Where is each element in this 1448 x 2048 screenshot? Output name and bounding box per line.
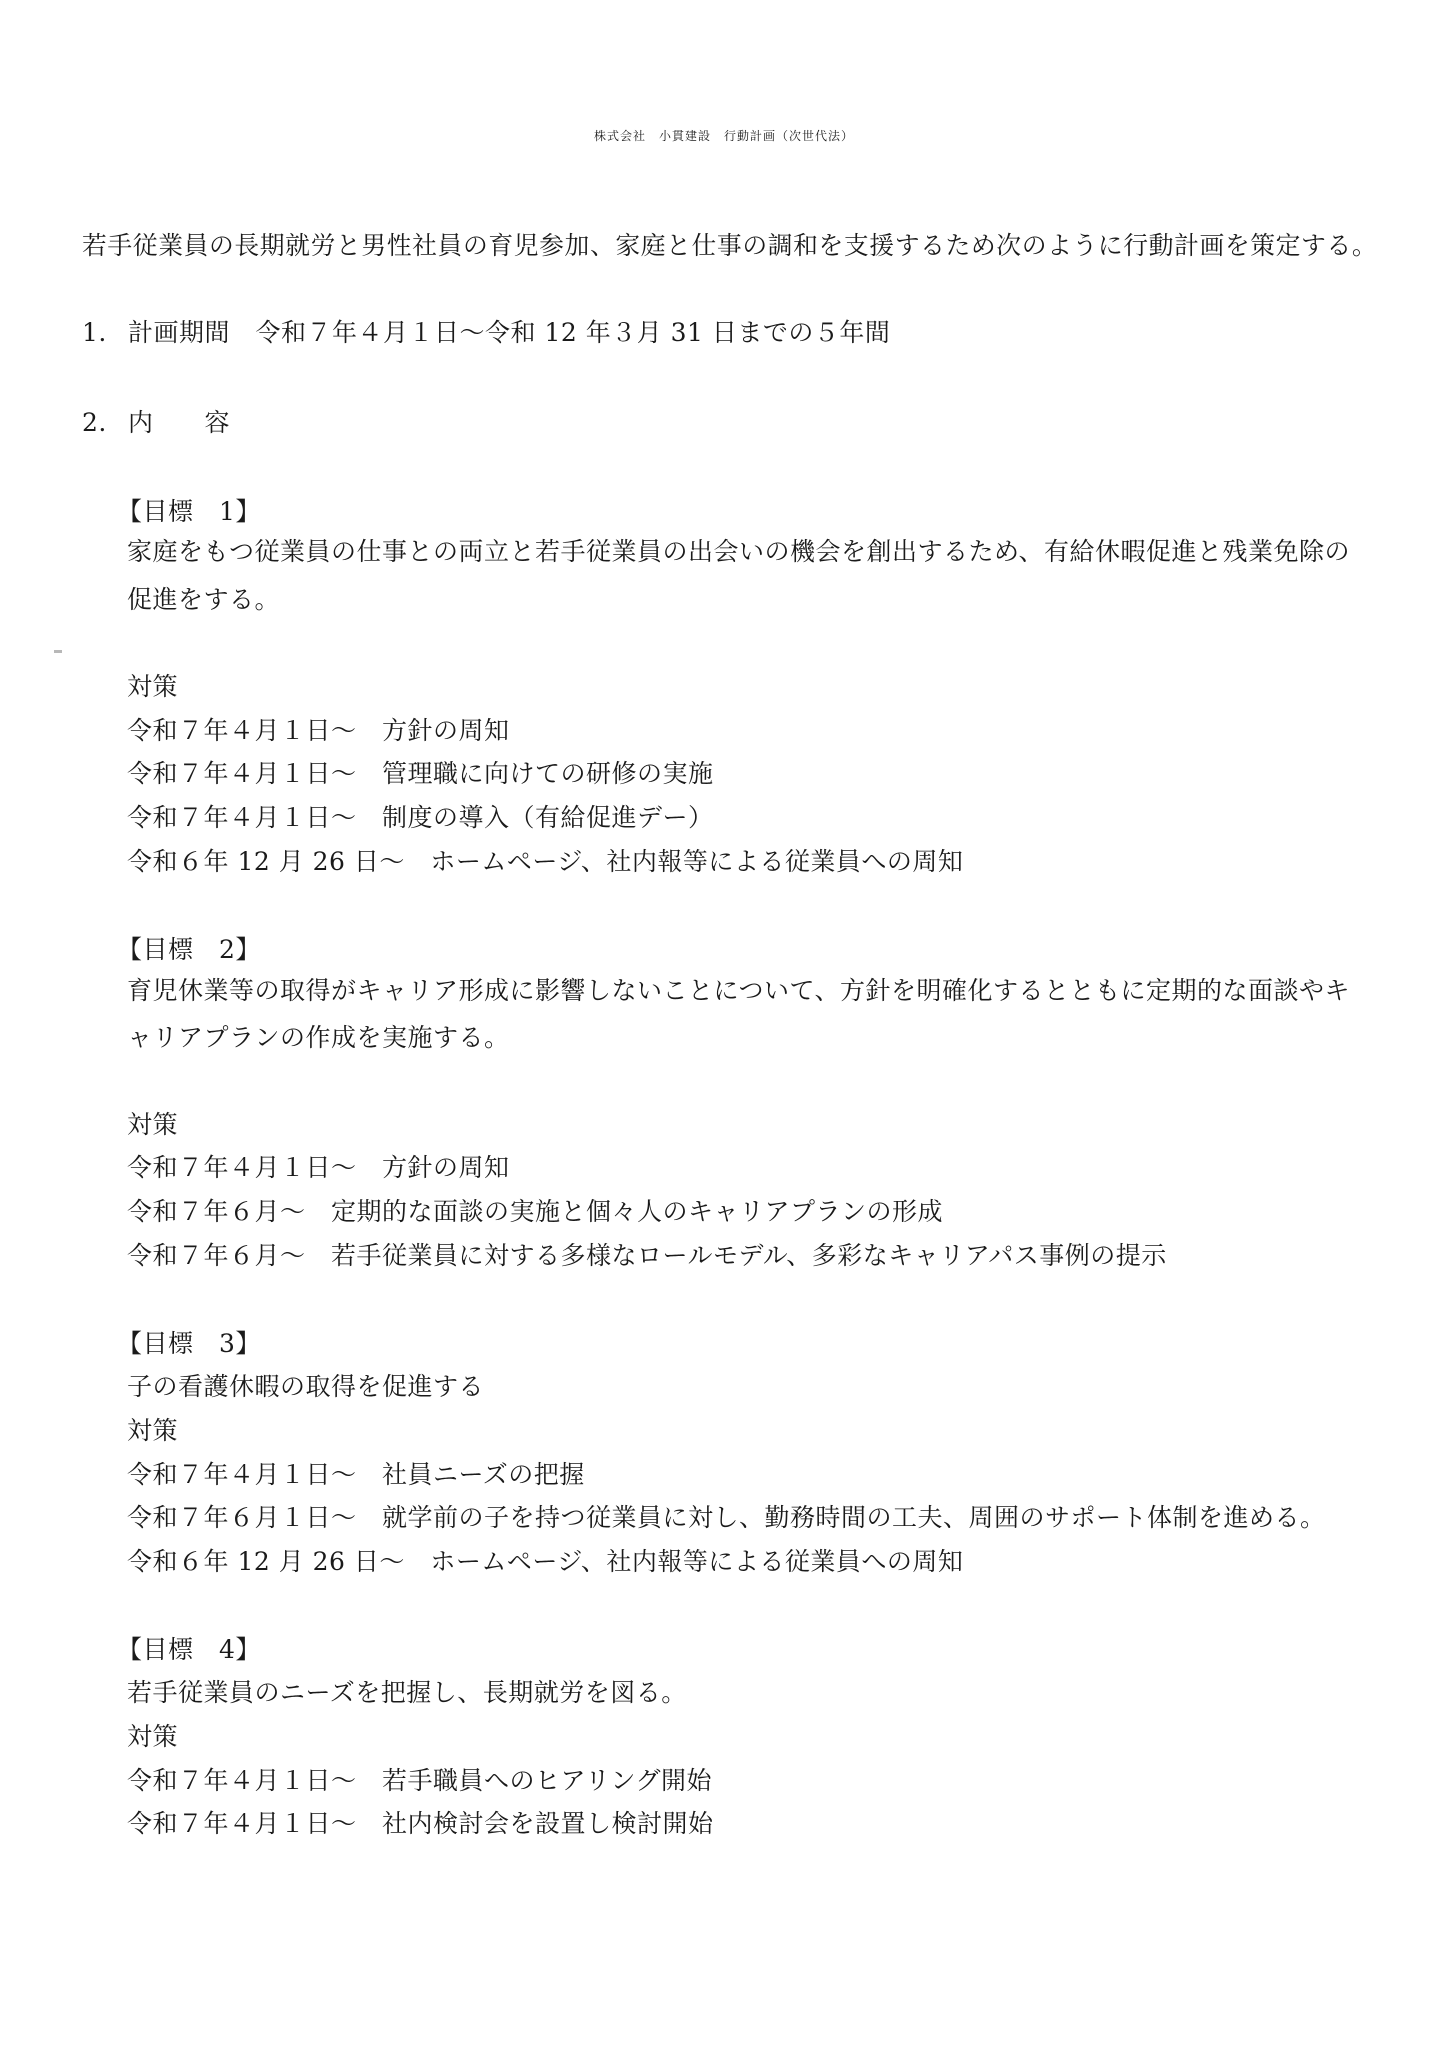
goal-3-heading: 【目標 3】 [117, 1329, 261, 1358]
item-contents [82, 408, 230, 438]
goal-1-description: 家庭をもつ従業員の仕事との両立と若手従業員の出会いの機会を創出するため、有給休暇促進と残業免除の [127, 537, 1351, 566]
goal-2-measures-label: 対策 [127, 1110, 179, 1139]
goal-2-measure: 令和７年４月１日～ 方針の周知 [127, 1153, 510, 1182]
goal-3-measure: 令和７年４月１日～ 社員ニーズの把握 [127, 1460, 585, 1489]
goal-1-description: 促進をする。 [127, 585, 281, 614]
goal-1-measure: 令和７年４月１日～ 方針の周知 [127, 716, 510, 745]
goal-2-heading: 【目標 2】 [117, 935, 261, 964]
document-title: 株式会社 小貫建設 行動計画（次世代法） [593, 129, 854, 143]
goal-2-measure: 令和７年６月～ 若手従業員に対する多様なロールモデル、多彩なキャリアパス事例の提示 [127, 1241, 1167, 1270]
goal-2-measure: 令和７年６月～ 定期的な面談の実施と個々人のキャリアプランの形成 [127, 1197, 944, 1226]
item-plan-period [82, 318, 890, 348]
item-text: 内 容 [128, 408, 231, 437]
goal-1-measure: 令和７年４月１日～ 管理職に向けての研修の実施 [127, 759, 714, 788]
goal-3-measure: 令和６年 12 月 26 日～ ホームページ、社内報等による従業員への周知 [127, 1547, 964, 1576]
item-text: 計画期間 令和７年４月１日～令和 12 年３月 31 日までの５年間 [128, 318, 891, 347]
goal-4-measure: 令和７年４月１日～ 社内検討会を設置し検討開始 [127, 1809, 714, 1838]
intro-paragraph: 若手従業員の長期就労と男性社員の育児参加、家庭と仕事の調和を支援するため次のように行動計画を策定する。 [82, 231, 1378, 260]
goal-4-description: 若手従業員のニーズを把握し、長期就労を図る。 [127, 1678, 687, 1707]
item-number: 2. [82, 408, 107, 437]
item-number: 1. [82, 318, 107, 347]
goal-1-heading: 【目標 1】 [117, 497, 261, 526]
goal-4-heading: 【目標 4】 [117, 1635, 261, 1664]
goal-1-measure: 令和７年４月１日～ 制度の導入（有給促進デー） [127, 803, 714, 832]
goal-1-measure: 令和６年 12 月 26 日～ ホームページ、社内報等による従業員への周知 [127, 847, 964, 876]
scan-mark [54, 650, 62, 653]
goal-4-measures-label: 対策 [127, 1722, 179, 1751]
goal-3-measure: 令和７年６月１日～ 就学前の子を持つ従業員に対し、勤務時間の工夫、周囲のサポート体制を進める。 [127, 1503, 1326, 1532]
goal-3-description: 子の看護休暇の取得を促進する [127, 1372, 485, 1401]
goal-1-measures-label: 対策 [127, 672, 179, 701]
goal-2-description: ャリアプランの作成を実施する。 [127, 1023, 510, 1052]
goal-4-measure: 令和７年４月１日～ 若手職員へのヒアリング開始 [127, 1766, 713, 1795]
goal-2-description: 育児休業等の取得がキャリア形成に影響しないことについて、方針を明確化するとともに定期的な面談やキ [127, 976, 1351, 1005]
goal-3-measures-label: 対策 [127, 1416, 179, 1445]
